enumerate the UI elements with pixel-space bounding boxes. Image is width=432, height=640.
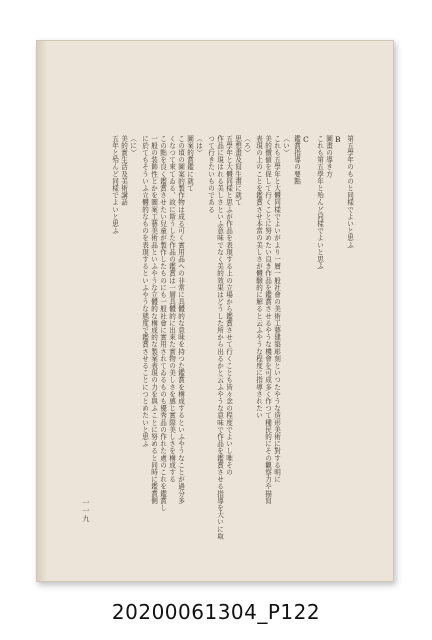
- text-column-20: この點を良く鑑賞させたい兒童が製作したものにも一般社會に實用されてゐるものも優秀品の作れた處のこれを鑑賞し: [158, 135, 167, 512]
- item-marker-ro: （ろ）: [242, 135, 251, 157]
- text-column-24: 美的實生活及美術講話: [119, 135, 128, 206]
- text-column-4: これも第五學年と殆んど同樣でよいと思ふ: [315, 135, 324, 270]
- text-column-3: 圖畫の導き方: [324, 135, 333, 178]
- document-page: [36, 40, 394, 582]
- image-caption: 20200061304_P122: [111, 600, 321, 624]
- item-marker-i: （い）: [281, 135, 290, 157]
- text-column-12: 思想畫及寫生畫に就て: [233, 135, 242, 206]
- text-column-17: 圖案的賞鑑に就て: [185, 135, 194, 192]
- text-column-10: 表現の上のことを鑑賞させ本當の美しさが體驗的に解ると云ふやうな程度に指導されたい: [254, 135, 263, 419]
- text-column-25: 五年と殆んど同樣でよいと思ふ: [110, 135, 119, 235]
- section-heading-c: C: [301, 135, 311, 145]
- text-column-8: これも五學年と大體同樣でよいがより一層一般社會の美術工藝建築彫刻といつたやうな造形美術に對する明に: [272, 135, 281, 483]
- page-number: 一一九: [82, 499, 90, 523]
- text-column-1: 第五學年のものと同樣でよいと思ふ: [345, 135, 354, 249]
- text-column-14: 作品に現はれる美しさといふ意味でなく美的效果はどうした所から出るかと云ふやうな意味で作品を鑑賞させる指導を大いに取: [215, 135, 224, 540]
- text-column-9: 美的價値を促して行くことに努めたい良き作品を鑑賞させるやうな機會を可成多く作つて種民的にその觀察力や描寫: [263, 135, 272, 505]
- section-heading-b: B: [333, 135, 343, 145]
- text-column-22: に於てもそういふ立體的なものを表現するといふやうな態度で鑑賞させることにつとめたいと思ふ: [140, 135, 149, 448]
- text-column-21: 一般の装飾性とかを圖案工藝美術品といふやうな立體的な構成的な製案表現の力を與ふことに努めると同時に鑑賞側: [149, 135, 158, 505]
- item-marker-ni: （に）: [128, 135, 137, 157]
- item-marker-ha: （は）: [194, 135, 203, 157]
- text-column-19: くなつて來てゐる、故に斯うした作品の鑑賞は一層具體的に出來た實物の美しさを感じ實際美しさを構成する: [167, 135, 176, 483]
- text-column-6: 鑑賞指導の要點: [292, 135, 301, 185]
- text-column-15: つて行きたいものである: [206, 135, 215, 214]
- text-column-13: 五學年と大體同樣と思ふが作品を表現する上の立場から鑑賞させて行くことも皆々念の程度でよいし唯その: [224, 135, 233, 476]
- text-column-18: この頃の圖案的製作物は成る可く實用品への非常に具體的な意味を持つた鑑賞を構成するといふやうなことが過分多: [176, 135, 185, 505]
